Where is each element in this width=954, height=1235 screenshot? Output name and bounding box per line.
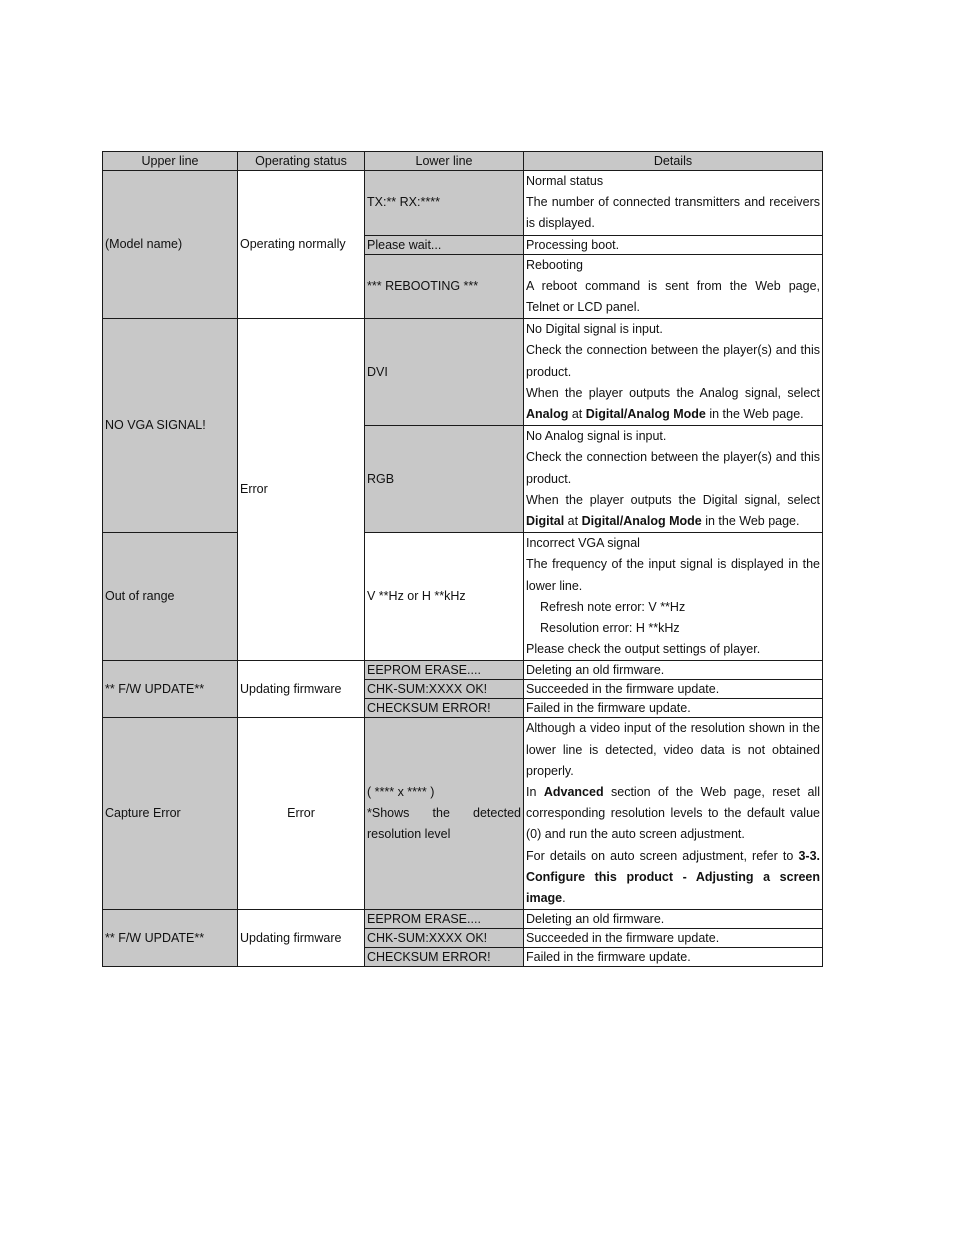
details-cell: Succeeded in the firmware update. (524, 680, 823, 699)
status-cell: Error (238, 718, 365, 910)
details-cell (524, 426, 823, 533)
details-text (526, 383, 820, 425)
table-header-row (103, 152, 823, 171)
header-upper-line: Upper line (103, 152, 238, 171)
details-cell: Deleting an old firmware. (524, 661, 823, 680)
upper-line-cell: NO VGA SIGNAL! (103, 319, 238, 533)
details-cell (524, 319, 823, 426)
lower-line-cell: TX:** RX:**** (365, 171, 524, 236)
details-text: Check the connection between the player(s) and this product. (526, 450, 820, 486)
details-text: A reboot command is sent from the Web page, Telnet or LCD panel. (526, 278, 820, 315)
bold-run: Analog (526, 407, 569, 422)
header-operating-status: Operating status (238, 152, 365, 171)
bold-run: Digital (526, 514, 565, 529)
table-row (103, 661, 823, 680)
details-text (526, 490, 820, 532)
upper-line-cell: ** F/W UPDATE** (103, 910, 238, 967)
details-text: No Digital signal is input. (526, 322, 663, 337)
status-cell: Operating normally (238, 171, 365, 319)
details-text: Although a video input of the resolution shown in the lower line is detected, video data is not obtained properly. (526, 721, 820, 778)
text-run: In (526, 785, 544, 800)
details-text: Please check the output settings of player. (526, 642, 761, 657)
table-row (103, 171, 823, 236)
upper-line-cell: (Model name) (103, 171, 238, 319)
details-text: Refresh note error: V **Hz (540, 599, 686, 614)
table-row (103, 319, 823, 426)
bold-run: Advanced (543, 785, 604, 800)
lcd-status-table (102, 151, 823, 967)
lower-line-cell: DVI (365, 319, 524, 426)
status-cell: Updating firmware (238, 661, 365, 718)
header-details: Details (524, 152, 823, 171)
text-run: in the Web page. (701, 514, 800, 529)
details-cell: Deleting an old firmware. (524, 910, 823, 929)
table-row (103, 910, 823, 929)
details-text: Check the connection between the player(s) and this product. (526, 343, 820, 379)
details-cell (524, 254, 823, 319)
text-run: When the player outputs the Analog signal, select (526, 385, 820, 400)
lower-line-text: *Shows the detected resolution level (367, 806, 521, 842)
upper-line-cell: Capture Error (103, 718, 238, 910)
text-run: . (562, 891, 566, 906)
text-run: When the player outputs the Digital signal, select (526, 492, 820, 507)
details-text (526, 846, 820, 910)
upper-line-cell: Out of range (103, 533, 238, 661)
details-text: Normal status (526, 174, 604, 188)
text-run: For details on auto screen adjustment, refer to (526, 848, 799, 863)
details-cell (524, 718, 823, 910)
status-cell: Updating firmware (238, 910, 365, 967)
lower-line-cell: EEPROM ERASE.... (365, 661, 524, 680)
lower-line-cell: *** REBOOTING *** (365, 254, 524, 319)
details-text: The number of connected transmitters and receivers is displayed. (526, 195, 820, 231)
details-text: The frequency of the input signal is displayed in the lower line. (526, 557, 820, 593)
details-cell: Failed in the firmware update. (524, 948, 823, 967)
details-text: Incorrect VGA signal (526, 536, 640, 551)
text-run: section of the Web page, reset all corresponding resolution levels to the default value (0) and run the auto screen adjustment. (526, 785, 820, 842)
lower-line-cell: CHECKSUM ERROR! (365, 948, 524, 967)
lower-line-text: ( **** x **** ) (367, 785, 435, 800)
details-text: Resolution error: H **kHz (540, 621, 680, 636)
details-cell (524, 171, 823, 236)
lower-line-cell: RGB (365, 426, 524, 533)
lower-line-cell: CHK-SUM:XXXX OK! (365, 680, 524, 699)
details-cell (524, 235, 823, 254)
status-cell: Error (238, 319, 365, 661)
upper-line-cell: ** F/W UPDATE** (103, 661, 238, 718)
bold-run: Digital/Analog Mode (581, 514, 702, 529)
text-run: at (568, 407, 586, 422)
header-lower-line: Lower line (365, 152, 524, 171)
lower-line-cell: Please wait... (365, 235, 524, 254)
lower-line-cell: CHECKSUM ERROR! (365, 699, 524, 718)
details-cell: Failed in the firmware update. (524, 699, 823, 718)
lower-line-cell: EEPROM ERASE.... (365, 910, 524, 929)
details-cell (524, 533, 823, 661)
text-run: at (564, 514, 582, 529)
details-text: Rebooting (526, 257, 583, 272)
bold-run: 3-3. Configure this product - Adjusting a screen image (526, 848, 820, 906)
lower-line-cell: CHK-SUM:XXXX OK! (365, 929, 524, 948)
details-text: No Analog signal is input. (526, 429, 667, 444)
table-row (103, 533, 823, 661)
table-row (103, 718, 823, 910)
lower-line-cell (365, 718, 524, 910)
details-text (526, 782, 820, 846)
details-text: Processing boot. (526, 237, 620, 252)
lower-line-cell: V **Hz or H **kHz (365, 533, 524, 661)
text-run: in the Web page. (705, 407, 804, 422)
bold-run: Digital/Analog Mode (585, 407, 706, 422)
details-cell: Succeeded in the firmware update. (524, 929, 823, 948)
